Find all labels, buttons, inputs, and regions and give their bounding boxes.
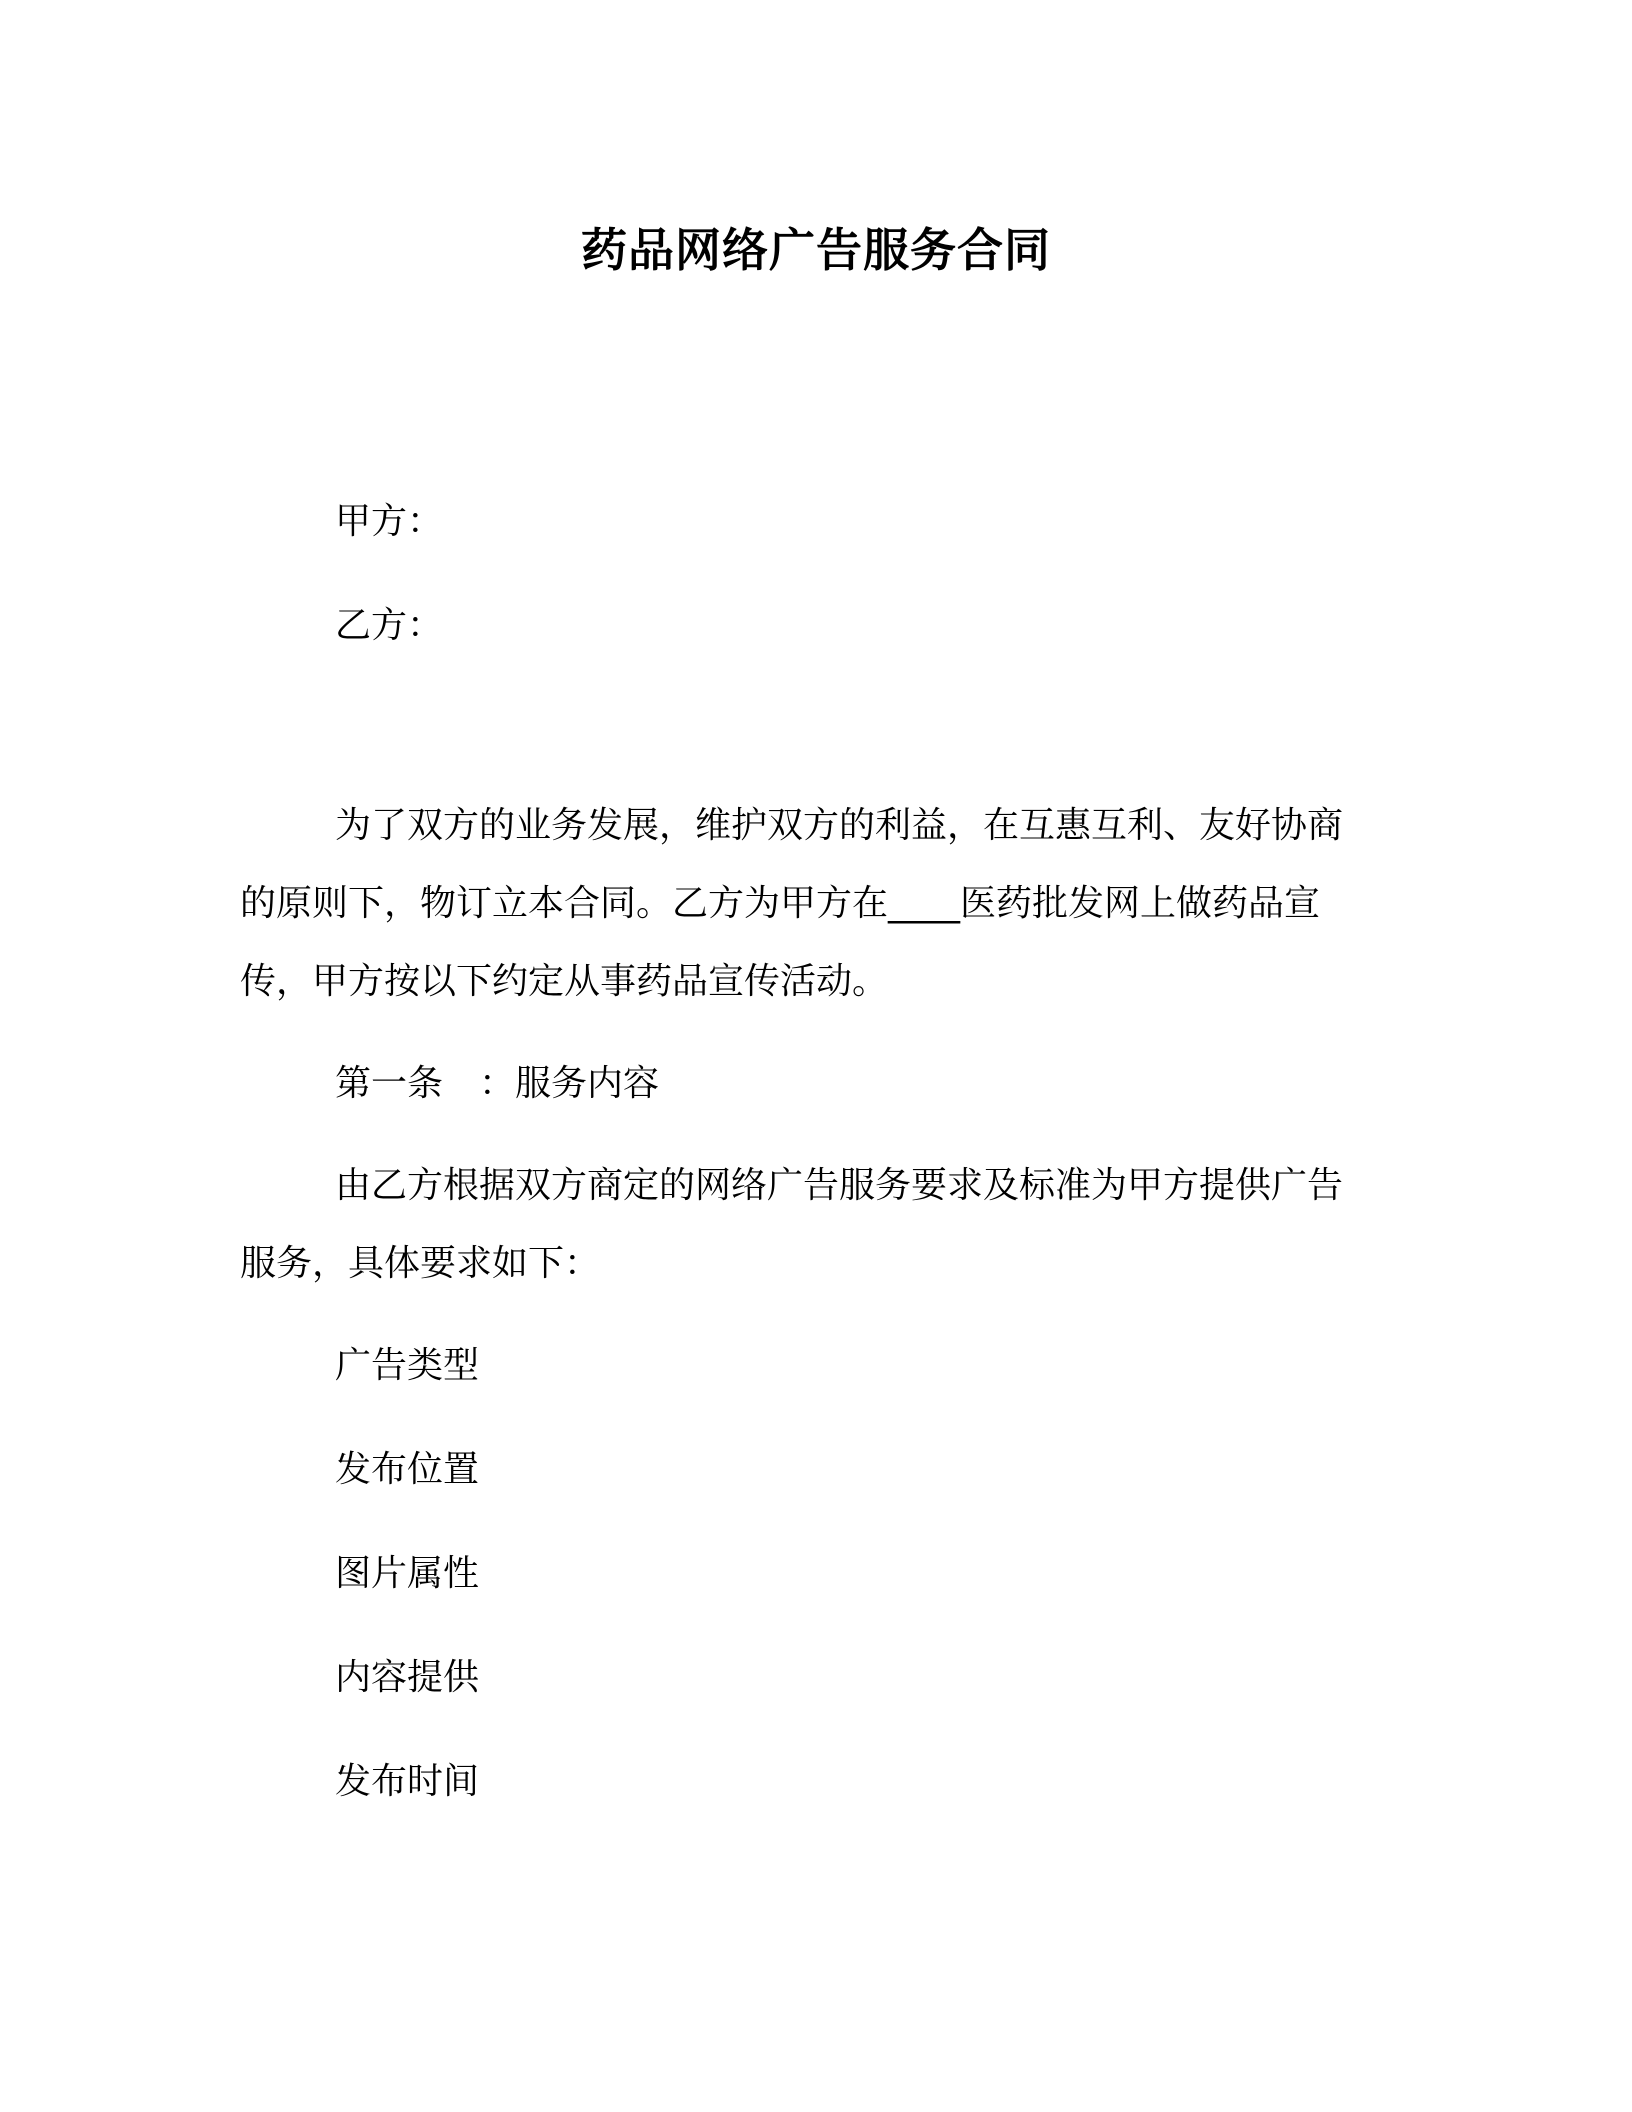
party-b-label: 乙方： — [335, 605, 444, 646]
article-1-body-line-1: 由乙方根据双方商定的网络广告服务要求及标准为甲方提供广告 — [335, 1165, 1344, 1206]
list-item-image-attributes: 图片属性 — [335, 1553, 480, 1594]
intro-line-3: 传，甲方按以下约定从事药品宣传活动。 — [240, 961, 889, 1002]
party-a-label: 甲方： — [335, 501, 444, 542]
article-1-body-line-2: 服务，具体要求如下： — [240, 1243, 601, 1284]
intro-line-2: 的原则下，物订立本合同。乙方为甲方在____医药批发网上做药品宣 — [240, 883, 1321, 924]
list-item-content-provision: 内容提供 — [335, 1657, 480, 1698]
article-1-heading: 第一条 ：服务内容 — [335, 1063, 660, 1104]
list-item-ad-type: 广告类型 — [335, 1345, 480, 1386]
document-title: 药品网络广告服务合同 — [581, 223, 1051, 277]
intro-line-1: 为了双方的业务发展，维护双方的利益，在互惠互利、友好协商 — [335, 805, 1344, 846]
list-item-position: 发布位置 — [335, 1449, 480, 1490]
list-item-publish-time: 发布时间 — [335, 1761, 480, 1802]
